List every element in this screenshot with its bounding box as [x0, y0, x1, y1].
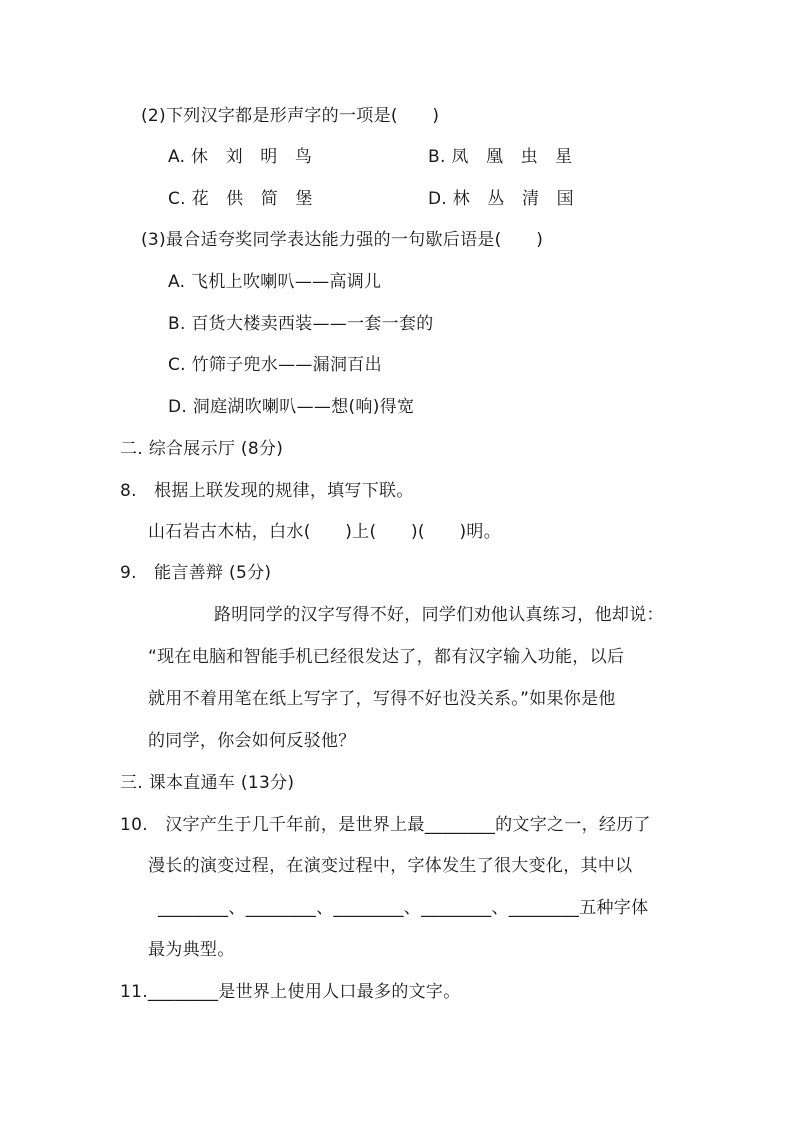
q7-sub2-stem: (2)下列汉字都是形声字的一项是( ): [141, 106, 440, 126]
q8-stem: 8. 根据上联发现的规律，填写下联。: [120, 481, 414, 501]
q9-stem: 9. 能言善辩 (5分): [120, 563, 272, 583]
q7-sub2-option-a: A. 休 刘 明 鸟: [168, 147, 313, 167]
q9-paragraph-line-2: “现在电脑和智能手机已经很发达了，都有汉字输入功能，以后: [148, 647, 625, 667]
q7-sub2-option-d: D. 林 丛 清 国: [428, 189, 574, 209]
q7-sub3-option-a: A. 飞机上吹喇叭——高调儿: [168, 272, 382, 292]
q10-line-4: 最为典型。: [148, 940, 235, 960]
q9-paragraph-line-4: 的同学，你会如何反驳他？: [148, 731, 356, 751]
q7-sub3-option-c: C. 竹筛子兜水——漏洞百出: [168, 355, 382, 375]
q7-sub2-option-b: B. 凤 凰 虫 星: [428, 147, 573, 167]
q10-line-2: 漫长的演变过程，在演变过程中，字体发生了很大变化，其中以: [148, 856, 633, 876]
q8-couplet: 山石岩古木枯，白水( )上( )( )明。: [148, 522, 501, 542]
section2-title: 二. 综合展示厅 (8分): [120, 439, 284, 459]
q7-sub3-stem: (3)最合适夸奖同学表达能力强的一句歇后语是( ): [141, 230, 544, 250]
q7-sub2-option-c: C. 花 供 简 堡: [168, 189, 313, 209]
q10-line-3: ________、________、________、________、________五种字体: [158, 898, 649, 918]
q10-line-1: 10. 汉字产生于几千年前，是世界上最________的文字之一，经历了: [120, 815, 651, 835]
q11-text: 11.________是世界上使用人口最多的文字。: [120, 982, 461, 1002]
q7-sub3-option-d: D. 洞庭湖吹喇叭——想(响)得宽: [168, 397, 415, 417]
section3-title: 三. 课本直通车 (13分): [120, 773, 295, 793]
q7-sub3-option-b: B. 百货大楼卖西装——一套一套的: [168, 314, 434, 334]
q9-paragraph-line-3: 就用不着用笔在纸上写字了，写得不好也没关系。”如果你是他: [148, 689, 616, 709]
q9-paragraph-line-1: 路明同学的汉字写得不好，同学们劝他认真练习，他却说：: [214, 605, 664, 625]
